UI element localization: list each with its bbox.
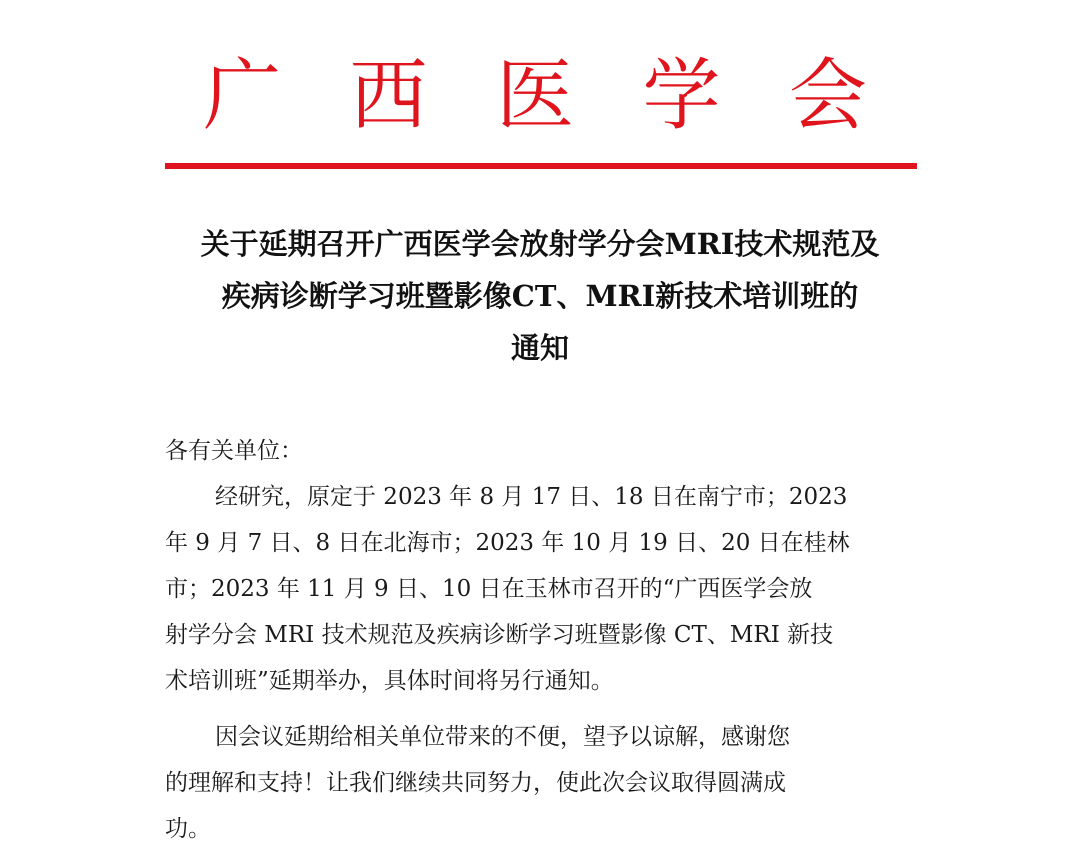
paragraph-line: 功。 [165,816,211,842]
title-line: 关于延期召开广西医学会放射学分会MRI技术规范及 [200,227,880,261]
body-paragraph [165,714,925,852]
paragraph-line: 市；2023 年 11 月 9 日、10 日在玉林市召开的“广西医学会放 [165,576,813,602]
letterhead-char: 西 [349,51,428,141]
letterhead-char: 广 [203,51,282,141]
letterhead-char: 医 [495,51,574,141]
title-line: 通知 [510,331,569,365]
paragraph-line: 的理解和支持！让我们继续共同努力，使此次会议取得圆满成 [165,770,786,796]
letterhead-divider [165,163,917,169]
letterhead-char: 会 [788,51,867,141]
letterhead-char: 学 [642,51,721,141]
paragraph-line: 因会议延期给相关单位带来的不便，望予以谅解，感谢您 [215,724,790,750]
title-line: 疾病诊断学习班暨影像CT、MRI新技术培训班的 [221,279,859,313]
notice-title [140,218,940,374]
paragraph-line: 射学分会 MRI 技术规范及疾病诊断学习班暨影像 CT、MRI 新技 [165,622,834,648]
body-paragraph [165,474,925,704]
paragraph-line: 术培训班”延期举办，具体时间将另行通知。 [165,668,614,694]
paragraph-line: 经研究，原定于 2023 年 8 月 17 日、18 日在南宁市；2023 [215,484,848,510]
salutation: 各有关单位： [165,438,303,464]
paragraph-line: 年 9 月 7 日、8 日在北海市；2023 年 10 月 19 日、20 日在桂林 [165,530,850,556]
letterhead-org-name [165,46,917,146]
